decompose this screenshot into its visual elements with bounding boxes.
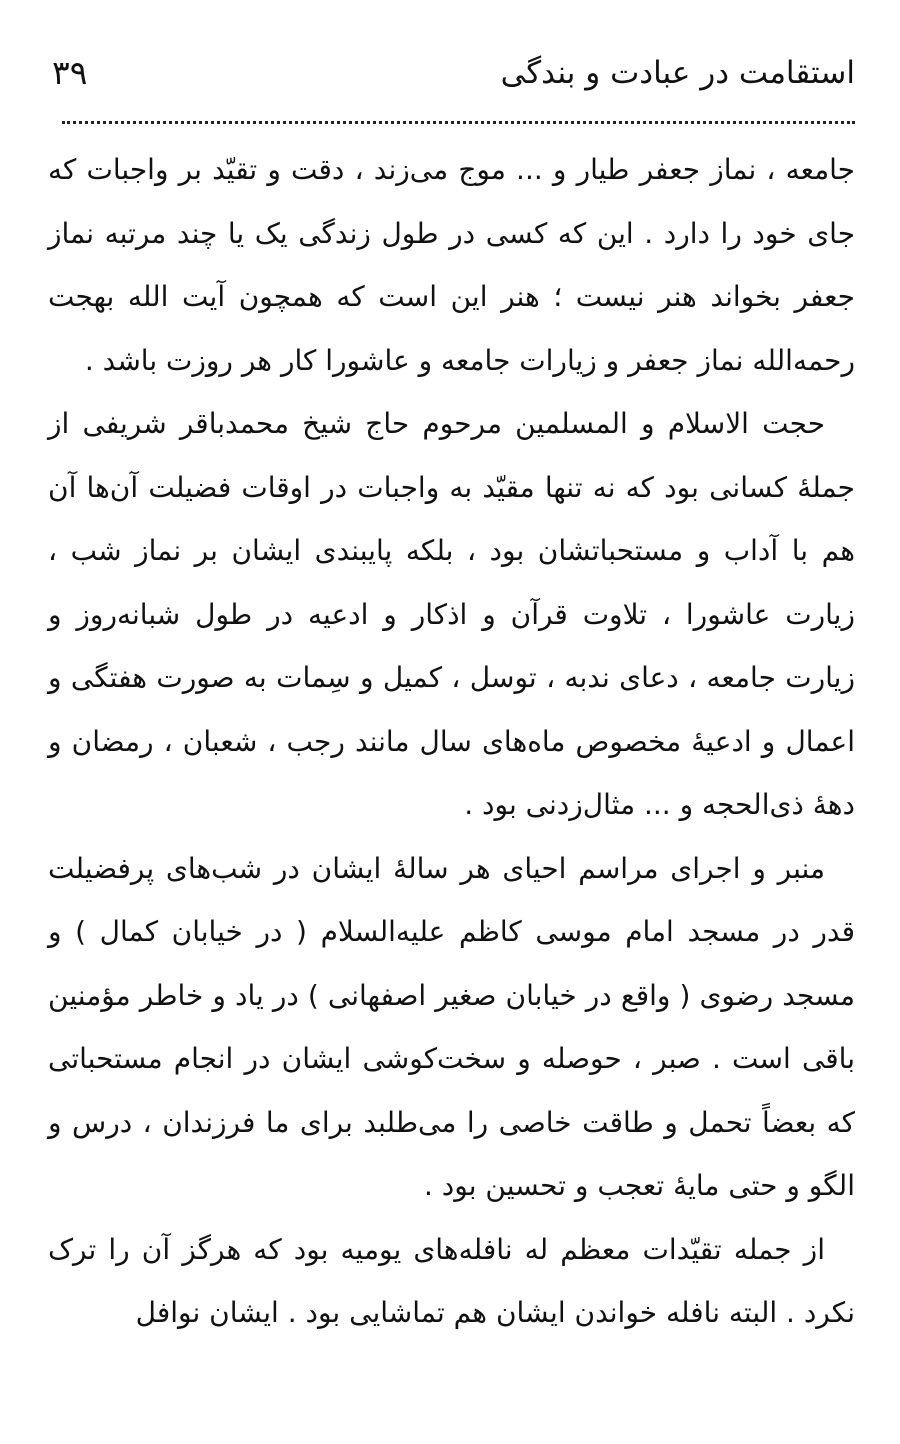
paragraph-1: جامعه ، نماز جعفر طیار و ... موج می‌زند ، دقت و تقیّد بر واجبات که جای خود را دارد . این که کسی در طول زندگی یک یا چند مرتبه نماز جعفر بخواند هنر نیست ؛ هنر این است که همچون آیت الله بهجت رحمه‌الله نماز جعفر و زیارات جامعه و عاشورا کار هر روزت باشد . (48, 153, 855, 377)
paragraph-3: منبر و اجرای مراسم احیای هر سالهٔ ایشان در شب‌های پرفضیلت قدر در مسجد امام موسی کاظم علیه‌السلام ( در خیابان کمال ) و مسجد رضوی ( واقع در خیابان صغیر اصفهانی ) در یاد و خاطر مؤمنین باقی است . صبر ، حوصله و سخت‌کوشی ایشان در انجام مستحباتی که بعضاً تحمل و طاقت خاصی را می‌طلبد برای ما فرزندان ، درس و الگو و حتی مایهٔ تعجب و تحسین بود . (48, 851, 855, 1202)
body-text (48, 138, 855, 1345)
running-title: استقامت در عبادت و بندگی (500, 55, 855, 91)
paragraph-2: حجت الاسلام و المسلمین مرحوم حاج شیخ محمدباقر شریفی از جملهٔ کسانی بود که نه تنها مقیّد به واجبات در اوقات فضیلت آن‌ها آن هم با آداب و مستحباتشان بود ، بلکه پایبندی ایشان بر نماز شب ، زیارت عاشورا ، تلاوت قرآن و اذکار و ادعیه در طول شبانه‌روز و زیارت جامعه ، دعای ندبه ، توسل ، کمیل و سِمات به صورت هفتگی و اعمال و ادعیهٔ مخصوص ماه‌های سال مانند رجب ، شعبان ، رمضان و دههٔ ذی‌الحجه و ... مثال‌زدنی بود . (48, 407, 855, 821)
page-header (52, 48, 855, 108)
page-number: ۳۹ (52, 53, 88, 92)
header-dotted-divider (62, 121, 855, 124)
paragraph-4: از جمله تقیّدات معظم له نافله‌های یومیه بود که هرگز آن را ترک نکرد . البته نافله خواندن ایشان هم تماشایی بود . ایشان نوافل (48, 1232, 855, 1329)
